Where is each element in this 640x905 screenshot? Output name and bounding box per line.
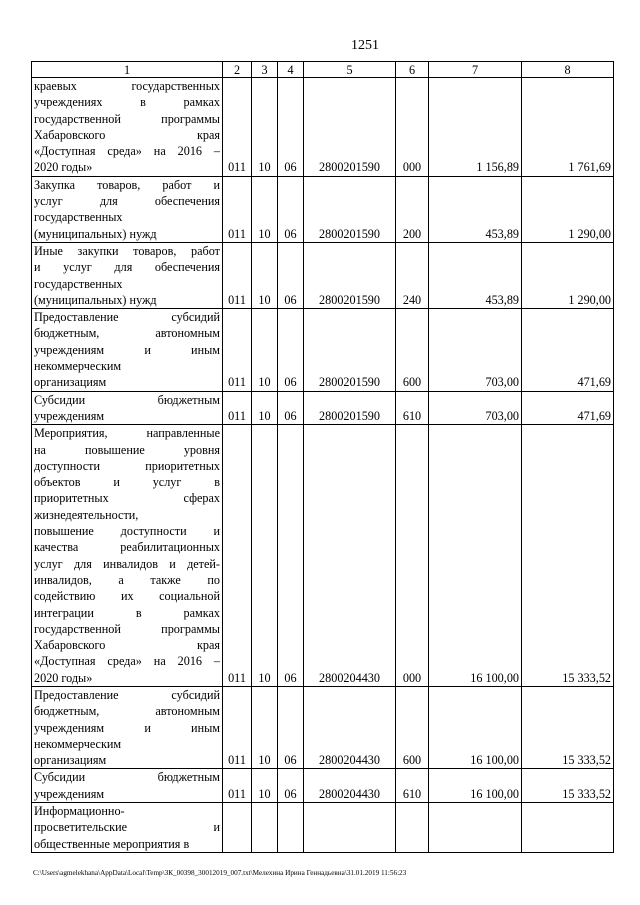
admin-code: [223, 803, 252, 853]
description-line: учреждениям: [34, 408, 105, 423]
subsection-code: 06: [278, 78, 304, 177]
amount-plan: 16 100,00: [429, 769, 522, 803]
description-line: организациям: [34, 753, 107, 768]
subsection-code: [278, 803, 304, 853]
amount-plan: 703,00: [429, 391, 522, 425]
description-line: жизнедеятельности,: [34, 507, 139, 522]
description-line: бюджетным, автономным: [34, 704, 220, 719]
description-line: (муниципальных) нужд: [34, 226, 157, 241]
target-article-code: 2800201590: [304, 391, 396, 425]
admin-code: 011: [223, 769, 252, 803]
admin-code: 011: [223, 391, 252, 425]
description-line: доступности приоритетных: [34, 458, 220, 473]
section-code: 10: [252, 242, 278, 308]
row-description: [32, 309, 223, 391]
description-line: государственных: [34, 276, 123, 291]
amount-actual: 1 761,69: [522, 78, 614, 177]
description-line: Субсидии бюджетным: [34, 392, 220, 407]
section-code: 10: [252, 686, 278, 768]
description-line: Мероприятия, направленные: [34, 426, 220, 441]
file-path-footer: C:\Users\agmelekhana\AppData\Local\Temp\ЗК_00398_30012019_007.txt\Мелехина Ирина Геннадьевна\31.01.2019 11:56:23: [33, 869, 407, 877]
target-article-code: 2800201590: [304, 309, 396, 391]
amount-plan: [429, 803, 522, 853]
table-row: [32, 176, 614, 242]
description-line: на повышение уровня: [34, 442, 220, 457]
table-row: [32, 242, 614, 308]
amount-plan: 1 156,89: [429, 78, 522, 177]
table-row: [32, 769, 614, 803]
description-line: интеграции в рамках: [34, 605, 220, 620]
description-line: приоритетных сферах: [34, 491, 220, 506]
description-line: Закупка товаров, работ и: [34, 177, 220, 192]
col-header-8: 8: [522, 62, 614, 78]
table-row: [32, 78, 614, 177]
expense-type-code: 200: [396, 176, 429, 242]
section-code: 10: [252, 769, 278, 803]
admin-code: 011: [223, 309, 252, 391]
section-code: 10: [252, 309, 278, 391]
row-description: [32, 176, 223, 242]
description-line: Иные закупки товаров, работ: [34, 243, 220, 258]
description-line: Хабаровского края: [34, 127, 220, 142]
row-description: [32, 769, 223, 803]
description-line: и услуг для обеспечения: [34, 260, 220, 275]
subsection-code: 06: [278, 242, 304, 308]
col-header-1: 1: [32, 62, 223, 78]
description-line: государственной программы: [34, 111, 220, 126]
target-article-code: 2800204430: [304, 769, 396, 803]
expense-type-code: 240: [396, 242, 429, 308]
amount-actual: 1 290,00: [522, 176, 614, 242]
expense-type-code: 000: [396, 78, 429, 177]
col-header-4: 4: [278, 62, 304, 78]
col-header-3: 3: [252, 62, 278, 78]
description-line: учреждениям и иным: [34, 342, 220, 357]
amount-actual: 15 333,52: [522, 425, 614, 687]
admin-code: 011: [223, 176, 252, 242]
description-line: «Доступная среда» на 2016 –: [34, 654, 220, 669]
amount-plan: 453,89: [429, 242, 522, 308]
amount-plan: 16 100,00: [429, 686, 522, 768]
table-row: [32, 425, 614, 687]
admin-code: 011: [223, 78, 252, 177]
amount-plan: 453,89: [429, 176, 522, 242]
budget-table: [31, 61, 614, 853]
col-header-5: 5: [304, 62, 396, 78]
subsection-code: 06: [278, 176, 304, 242]
target-article-code: 2800201590: [304, 242, 396, 308]
row-description: [32, 242, 223, 308]
description-line: Предоставление субсидий: [34, 687, 220, 702]
amount-plan: 16 100,00: [429, 425, 522, 687]
row-description: [32, 686, 223, 768]
description-line: общественные мероприятия в: [34, 836, 190, 851]
description-line: Субсидии бюджетным: [34, 770, 220, 785]
description-line: организациям: [34, 375, 107, 390]
expense-type-code: 600: [396, 309, 429, 391]
subsection-code: 06: [278, 425, 304, 687]
target-article-code: 2800201590: [304, 78, 396, 177]
subsection-code: 06: [278, 309, 304, 391]
description-line: бюджетным, автономным: [34, 326, 220, 341]
admin-code: 011: [223, 686, 252, 768]
description-line: некоммерческим: [34, 359, 122, 374]
subsection-code: 06: [278, 391, 304, 425]
description-line: 2020 годы»: [34, 670, 93, 685]
admin-code: 011: [223, 242, 252, 308]
row-description: [32, 803, 223, 853]
description-line: государственных: [34, 210, 123, 225]
expense-type-code: 610: [396, 391, 429, 425]
description-line: учреждениях в рамках: [34, 95, 220, 110]
description-line: содействию их социальной: [34, 589, 220, 604]
col-header-2: 2: [223, 62, 252, 78]
description-line: качества реабилитационных: [34, 540, 220, 555]
description-line: краевых государственных: [34, 79, 220, 93]
table-row: [32, 803, 614, 853]
table-row: [32, 309, 614, 391]
section-code: 10: [252, 176, 278, 242]
amount-actual: 471,69: [522, 309, 614, 391]
amount-plan: 703,00: [429, 309, 522, 391]
amount-actual: [522, 803, 614, 853]
target-article-code: 2800204430: [304, 425, 396, 687]
col-header-7: 7: [429, 62, 522, 78]
section-code: 10: [252, 425, 278, 687]
description-line: 2020 годы»: [34, 160, 93, 175]
section-code: [252, 803, 278, 853]
col-header-6: 6: [396, 62, 429, 78]
row-description: [32, 425, 223, 687]
description-line: учреждениям и иным: [34, 720, 220, 735]
description-line: Хабаровского края: [34, 638, 220, 653]
expense-type-code: [396, 803, 429, 853]
description-line: Информационно-: [34, 804, 125, 819]
amount-actual: 471,69: [522, 391, 614, 425]
table-row: [32, 686, 614, 768]
section-code: 10: [252, 391, 278, 425]
description-line: повышение доступности и: [34, 524, 220, 539]
description-line: Предоставление субсидий: [34, 310, 220, 325]
target-article-code: [304, 803, 396, 853]
amount-actual: 1 290,00: [522, 242, 614, 308]
subsection-code: 06: [278, 686, 304, 768]
admin-code: 011: [223, 425, 252, 687]
expense-type-code: 000: [396, 425, 429, 687]
description-line: просветительские и: [34, 820, 220, 835]
subsection-code: 06: [278, 769, 304, 803]
expense-type-code: 610: [396, 769, 429, 803]
amount-actual: 15 333,52: [522, 769, 614, 803]
description-line: некоммерческим: [34, 736, 122, 751]
description-line: инвалидов, а также по: [34, 572, 220, 587]
table-row: [32, 391, 614, 425]
description-line: (муниципальных) нужд: [34, 292, 157, 307]
header-row: [32, 62, 614, 78]
amount-actual: 15 333,52: [522, 686, 614, 768]
description-line: объектов и услуг в: [34, 475, 220, 490]
description-line: государственной программы: [34, 621, 220, 636]
description-line: услуг для инвалидов и детей-: [34, 556, 220, 571]
target-article-code: 2800204430: [304, 686, 396, 768]
description-line: учреждениям: [34, 786, 105, 801]
section-code: 10: [252, 78, 278, 177]
row-description: [32, 391, 223, 425]
target-article-code: 2800201590: [304, 176, 396, 242]
row-description: [32, 78, 223, 177]
page-number: 1251: [351, 38, 379, 53]
description-line: услуг для обеспечения: [34, 194, 220, 209]
description-line: «Доступная среда» на 2016 –: [34, 144, 220, 159]
expense-type-code: 600: [396, 686, 429, 768]
